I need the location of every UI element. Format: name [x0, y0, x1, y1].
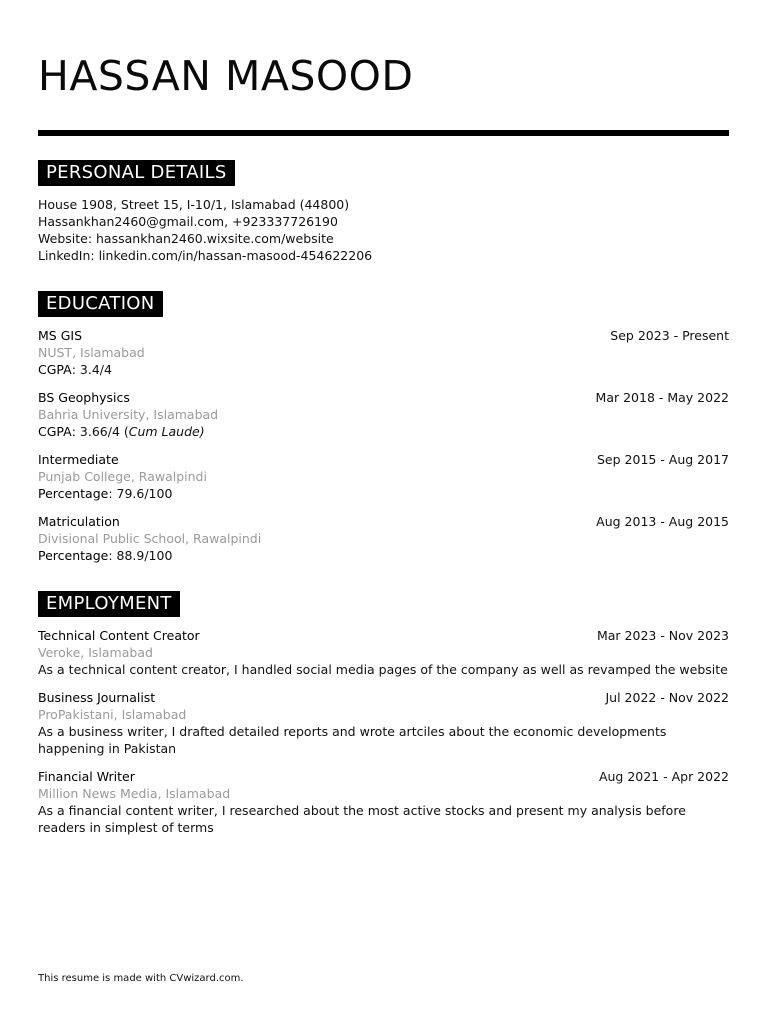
- job-company: ProPakistani, Islamabad: [38, 707, 187, 722]
- contact-line: Hassankhan2460@gmail.com, +923337726190: [38, 214, 338, 229]
- personal-details-section: [38, 160, 729, 264]
- section-title-employment: EMPLOYMENT: [38, 591, 180, 617]
- section-title-education: EDUCATION: [38, 291, 163, 317]
- job-description: As a financial content writer, I researched about the most active stocks and present my analysis before readers in simplest of terms: [38, 803, 686, 835]
- job-company: Veroke, Islamabad: [38, 645, 153, 660]
- education-degree: MS GIS: [38, 328, 83, 343]
- education-grade: [38, 547, 729, 564]
- website-line: Website: hassankhan2460.wixsite.com/website: [38, 231, 334, 246]
- job-role: Financial Writer: [38, 769, 135, 784]
- education-date: Mar 2018 - May 2022: [595, 390, 729, 405]
- education-entry: [38, 389, 729, 440]
- education-entry: [38, 513, 729, 564]
- linkedin-line: LinkedIn: linkedin.com/in/hassan-masood-454622206: [38, 248, 373, 263]
- education-degree: BS Geophysics: [38, 390, 130, 405]
- grade-value: : 3.66/4 (: [71, 424, 129, 439]
- job-description: As a business writer, I drafted detailed reports and wrote artciles about the economic developments happening in Pakistan: [38, 724, 667, 756]
- employment-section: [38, 591, 729, 847]
- education-degree: Intermediate: [38, 452, 119, 467]
- employment-entry: [38, 689, 729, 757]
- footer-credit: This resume is made with CVwizard.com.: [38, 973, 244, 984]
- grade-value: : 79.6/100: [108, 486, 173, 501]
- education-entry: [38, 451, 729, 502]
- job-company: Million News Media, Islamabad: [38, 786, 231, 801]
- education-school: NUST, Islamabad: [38, 345, 145, 360]
- grade-value: : 3.4/4: [71, 362, 112, 377]
- grade-label: CGPA: [38, 362, 72, 377]
- education-entry: [38, 327, 729, 378]
- job-date: Aug 2021 - Apr 2022: [598, 769, 729, 784]
- grade-label: Percentage: [38, 486, 109, 501]
- education-school: Punjab College, Rawalpindi: [38, 469, 207, 484]
- job-role: Business Journalist: [38, 690, 156, 705]
- job-description: As a technical content creator, I handled social media pages of the company as well as revamped the website: [38, 662, 728, 677]
- grade-label: CGPA: [38, 424, 72, 439]
- grade-label: Percentage: [38, 548, 109, 563]
- header-divider: [38, 130, 729, 136]
- education-school: Bahria University, Islamabad: [38, 407, 219, 422]
- education-date: Aug 2013 - Aug 2015: [596, 514, 729, 529]
- candidate-name: HASSAN MASOOD: [38, 52, 414, 100]
- education-date: Sep 2023 - Present: [610, 328, 729, 343]
- education-grade: CGPA: 3.66/4 (Cum Laude): [38, 424, 205, 439]
- job-date: Mar 2023 - Nov 2023: [596, 628, 729, 643]
- education-grade: [38, 361, 729, 378]
- grade-honors: Cum Laude: [128, 424, 200, 439]
- education-date: Sep 2015 - Aug 2017: [597, 452, 729, 467]
- education-degree: Matriculation: [38, 514, 120, 529]
- section-title-personal: PERSONAL DETAILS: [38, 160, 235, 186]
- job-role: Technical Content Creator: [38, 628, 200, 643]
- employment-entry: [38, 768, 729, 836]
- education-school: Divisional Public School, Rawalpindi: [38, 531, 262, 546]
- job-date: Jul 2022 - Nov 2022: [605, 690, 729, 705]
- address-line: House 1908, Street 15, I-10/1, Islamabad (44800): [38, 197, 350, 212]
- employment-entry: [38, 627, 729, 678]
- grade-value: : 88.9/100: [108, 548, 173, 563]
- education-section: [38, 291, 729, 575]
- education-grade: [38, 485, 729, 502]
